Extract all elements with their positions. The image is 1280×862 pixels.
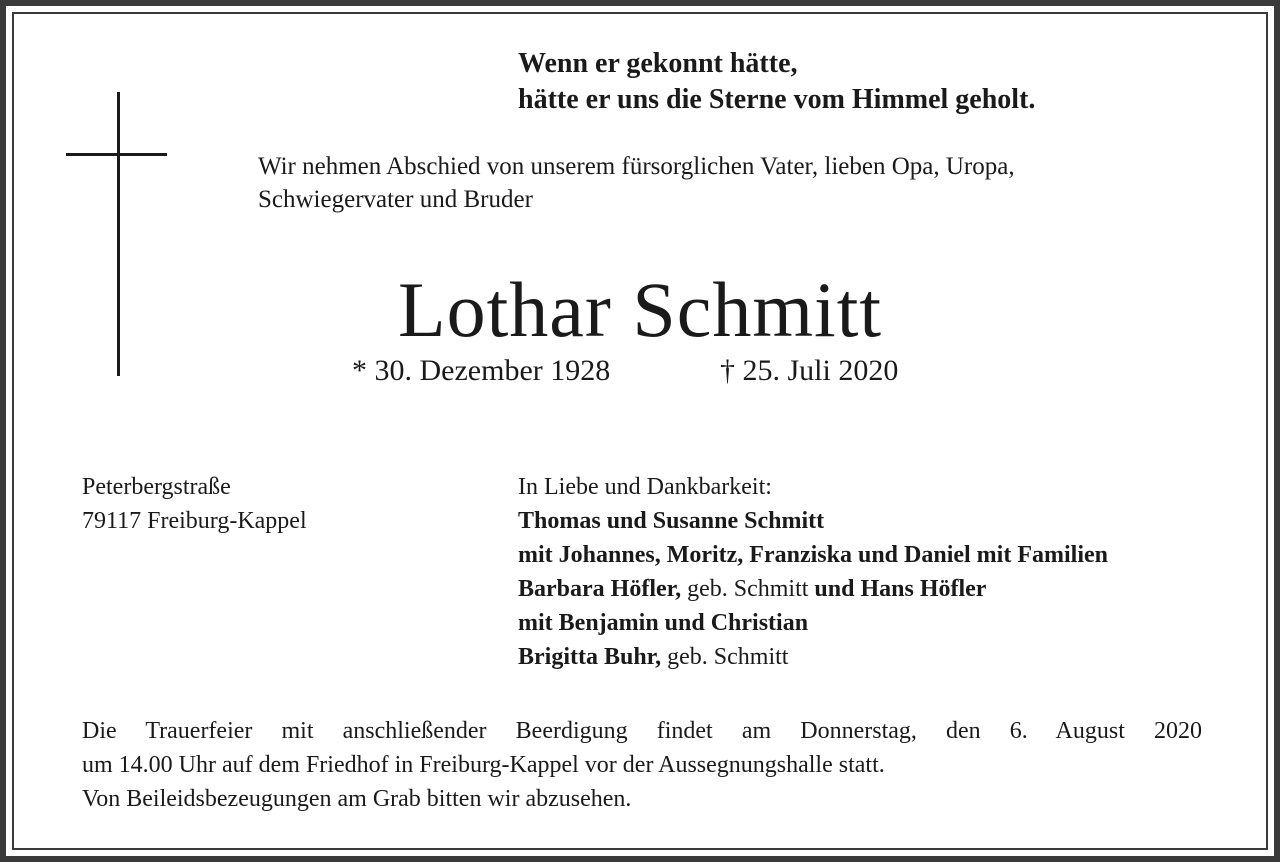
motto <box>518 46 1035 118</box>
family-block <box>518 470 1108 674</box>
family-line-3 <box>518 572 1108 606</box>
intro-line-2: Schwiegervater und Bruder <box>258 186 533 213</box>
family-line-1: Thomas und Susanne Schmitt <box>518 508 825 534</box>
service-notice <box>82 714 1202 816</box>
service-line-3: Von Beileidsbezeugungen am Grab bitten wir abzusehen. <box>82 786 632 812</box>
motto-line-1: Wenn er gekonnt hätte, <box>518 48 798 79</box>
service-line-2: um 14.00 Uhr auf dem Friedhof in Freiburg-Kappel vor der Aussegnungshalle statt. <box>82 752 885 778</box>
family-heading: In Liebe und Dankbarkeit: <box>518 474 772 500</box>
birth-date: * 30. Dezember 1928 <box>352 354 611 387</box>
family-line-5-nee: geb. Schmitt <box>661 644 789 670</box>
family-line-5-name: Brigitta Buhr, <box>518 644 662 670</box>
address-street: Peterbergstraße <box>82 474 231 500</box>
family-line-3-name2: und Hans Höfler <box>814 576 987 602</box>
address-city: 79117 Freiburg-Kappel <box>82 508 307 534</box>
address-block <box>82 470 307 538</box>
intro-line-1: Wir nehmen Abschied von unserem fürsorglichen Vater, lieben Opa, Uropa, <box>258 153 1015 180</box>
motto-line-2: hätte er uns die Sterne vom Himmel geholt. <box>518 84 1036 115</box>
cross-horizontal-bar <box>66 153 167 156</box>
family-line-4: mit Benjamin und Christian <box>518 610 809 636</box>
family-line-3-nee: geb. Schmitt <box>681 576 815 602</box>
deceased-name: Lothar Schmitt <box>397 266 883 353</box>
family-line-3-name1: Barbara Höfler, <box>518 576 682 602</box>
intro-text <box>258 150 1015 216</box>
death-date: † 25. Juli 2020 <box>720 354 899 387</box>
family-line-2: mit Johannes, Moritz, Franziska und Daniel mit Familien <box>518 542 1108 568</box>
service-line-1: Die Trauerfeier mit anschließender Beerdigung findet am Donnerstag, den 6. August 2020 <box>82 718 1202 744</box>
family-line-5 <box>518 640 1108 674</box>
